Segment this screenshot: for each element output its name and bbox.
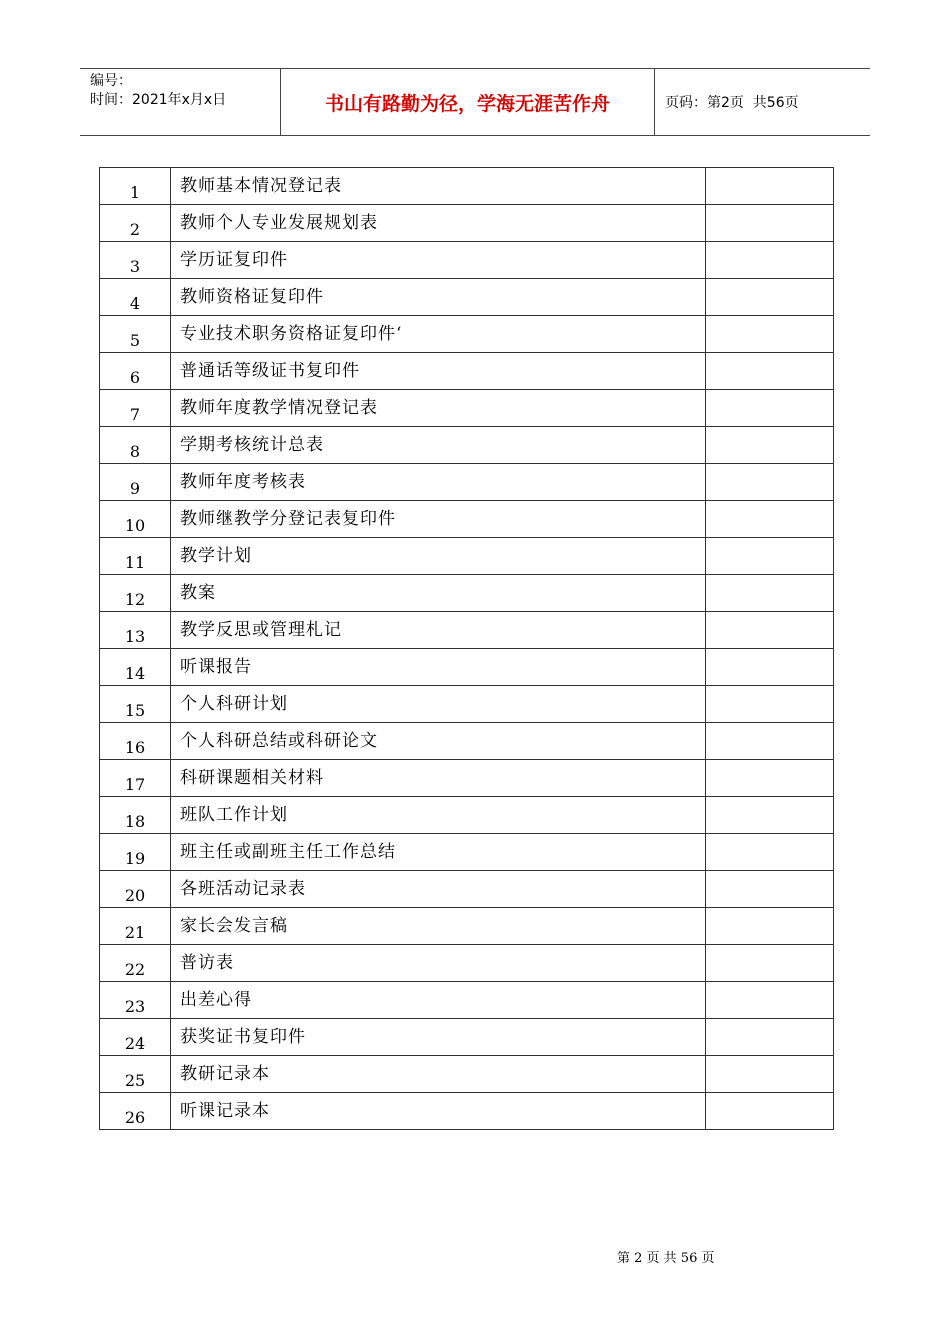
row-number: 9 [100, 464, 171, 501]
row-number: 17 [100, 760, 171, 797]
row-item: 教师年度教学情况登记表 [171, 390, 706, 427]
row-blank-cell [706, 390, 834, 427]
row-number: 24 [100, 1019, 171, 1056]
row-number: 22 [100, 945, 171, 982]
table-row [100, 723, 834, 760]
header-page-info [655, 69, 870, 135]
row-item: 个人科研总结或科研论文 [171, 723, 706, 760]
row-blank-cell [706, 427, 834, 464]
row-item: 教师资格证复印件 [171, 279, 706, 316]
row-blank-cell [706, 945, 834, 982]
row-item: 教学反思或管理札记 [171, 612, 706, 649]
row-blank-cell [706, 760, 834, 797]
row-item: 普访表 [171, 945, 706, 982]
table-row [100, 649, 834, 686]
row-blank-cell [706, 686, 834, 723]
row-blank-cell [706, 834, 834, 871]
row-item: 听课报告 [171, 649, 706, 686]
table-row [100, 686, 834, 723]
row-number: 12 [100, 575, 171, 612]
row-blank-cell [706, 575, 834, 612]
table-row [100, 871, 834, 908]
row-number: 25 [100, 1056, 171, 1093]
row-number: 26 [100, 1093, 171, 1130]
table-row [100, 797, 834, 834]
table-row [100, 1093, 834, 1130]
header-meta [80, 69, 281, 135]
table-row [100, 834, 834, 871]
table-row [100, 538, 834, 575]
row-item: 教师年度考核表 [171, 464, 706, 501]
table-row [100, 353, 834, 390]
row-number: 13 [100, 612, 171, 649]
table-body [100, 168, 834, 1130]
row-number: 10 [100, 501, 171, 538]
page-header [80, 68, 870, 136]
row-blank-cell [706, 279, 834, 316]
row-item: 出差心得 [171, 982, 706, 1019]
row-blank-cell [706, 538, 834, 575]
row-blank-cell [706, 1093, 834, 1130]
row-blank-cell [706, 612, 834, 649]
table-row [100, 760, 834, 797]
row-item: 教学计划 [171, 538, 706, 575]
row-number: 1 [100, 168, 171, 205]
motto-text: 书山有路勤为径，学海无涯苦作舟 [324, 92, 610, 115]
number-label: 编号： [90, 73, 132, 89]
page-info-text: 页码：第2页 共56页 [665, 95, 799, 111]
row-item: 班主任或副班主任工作总结 [171, 834, 706, 871]
row-blank-cell [706, 242, 834, 279]
row-number: 8 [100, 427, 171, 464]
row-number: 6 [100, 353, 171, 390]
table-row [100, 945, 834, 982]
table-row [100, 982, 834, 1019]
row-number: 16 [100, 723, 171, 760]
row-number: 14 [100, 649, 171, 686]
row-blank-cell [706, 871, 834, 908]
row-item: 各班活动记录表 [171, 871, 706, 908]
row-number: 20 [100, 871, 171, 908]
row-blank-cell [706, 501, 834, 538]
row-blank-cell [706, 205, 834, 242]
row-number: 19 [100, 834, 171, 871]
row-number: 21 [100, 908, 171, 945]
row-blank-cell [706, 723, 834, 760]
table-row [100, 168, 834, 205]
row-item: 教师个人专业发展规划表 [171, 205, 706, 242]
row-number: 7 [100, 390, 171, 427]
table-row [100, 501, 834, 538]
footer-page-number: 第 2 页 共 56 页 [617, 1251, 715, 1266]
table-row [100, 205, 834, 242]
table-row [100, 464, 834, 501]
table-row [100, 427, 834, 464]
row-item: 学期考核统计总表 [171, 427, 706, 464]
row-number: 23 [100, 982, 171, 1019]
table-row [100, 612, 834, 649]
header-motto [281, 69, 655, 135]
row-blank-cell [706, 168, 834, 205]
table-row [100, 908, 834, 945]
row-item: 教师继教学分登记表复印件 [171, 501, 706, 538]
table-row [100, 390, 834, 427]
row-number: 2 [100, 205, 171, 242]
row-item: 听课记录本 [171, 1093, 706, 1130]
time-label: 时间：2021年x月x日 [90, 92, 227, 108]
table-row [100, 279, 834, 316]
row-blank-cell [706, 908, 834, 945]
row-item: 专业技术职务资格证复印件‘ [171, 316, 706, 353]
row-blank-cell [706, 982, 834, 1019]
row-item: 获奖证书复印件 [171, 1019, 706, 1056]
row-item: 家长会发言稿 [171, 908, 706, 945]
row-item: 学历证复印件 [171, 242, 706, 279]
table-row [100, 575, 834, 612]
row-blank-cell [706, 649, 834, 686]
row-number: 5 [100, 316, 171, 353]
row-number: 15 [100, 686, 171, 723]
row-blank-cell [706, 1019, 834, 1056]
row-item: 科研课题相关材料 [171, 760, 706, 797]
table-row [100, 1019, 834, 1056]
row-item: 教研记录本 [171, 1056, 706, 1093]
table-row [100, 242, 834, 279]
row-blank-cell [706, 316, 834, 353]
document-list-table [99, 167, 834, 1130]
row-item: 教案 [171, 575, 706, 612]
row-number: 4 [100, 279, 171, 316]
row-blank-cell [706, 1056, 834, 1093]
row-blank-cell [706, 353, 834, 390]
row-item: 个人科研计划 [171, 686, 706, 723]
row-number: 3 [100, 242, 171, 279]
row-item: 教师基本情况登记表 [171, 168, 706, 205]
row-blank-cell [706, 464, 834, 501]
row-blank-cell [706, 797, 834, 834]
row-item: 班队工作计划 [171, 797, 706, 834]
table-row [100, 316, 834, 353]
row-number: 18 [100, 797, 171, 834]
row-item: 普通话等级证书复印件 [171, 353, 706, 390]
table-row [100, 1056, 834, 1093]
row-number: 11 [100, 538, 171, 575]
